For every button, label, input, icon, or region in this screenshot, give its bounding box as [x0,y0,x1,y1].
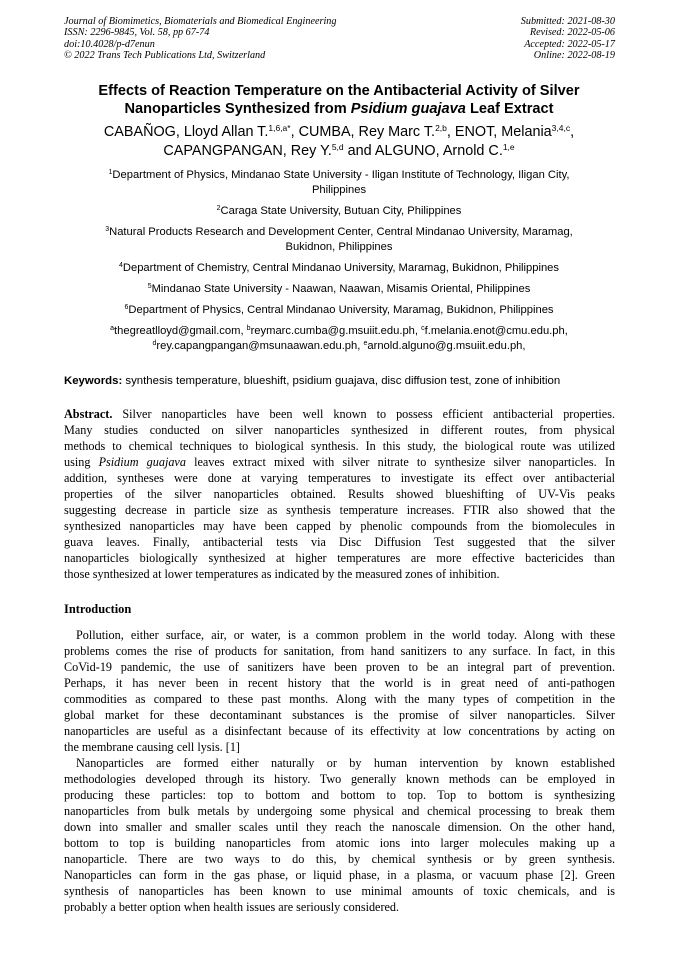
email-e-sup: e [363,340,368,347]
author-2: , CUMBA, Rey Marc T. [290,124,436,140]
affiliation-2-line-1: Caraga State University, Butuan City, Philippines [220,205,462,217]
affiliation-1-line-1: Department of Physics, Mindanao State University - Iligan Institute of Technology, Iligan City, [112,169,570,181]
email-e[interactable]: arnold.alguno@g.msuiit.edu.ph, [367,340,526,352]
affiliation-3-line-1: Natural Products Research and Development Center, Central Mindanao University, Maramag, [109,226,573,238]
author-1-sup: 1,6,a* [268,123,291,133]
keywords [64,375,560,387]
intro-line: CoVid-19 pandemic, the use of sanitizers have been proven to be an integral part of prevention. [64,660,615,674]
intro-line: nanoparticle. There are two ways to do this, by chemical synthesis or by green synthesis. [64,852,615,866]
abstract-line: properties of the silver nanoparticles obtained. Results showed blueshifting of UV-Vis peaks [64,487,615,501]
abstract-text: leaves extract mixed with silver nitrate to synthesize silver nanoparticles. In [185,455,615,469]
abstract-line: those synthesized at lower temperatures as indicated by the measured zones of inhibition. [64,567,500,581]
submitted-date: Submitted: 2021-08-30 [520,16,615,27]
abstract-text: using [64,455,99,469]
author-emails [60,324,618,354]
affiliation-5-sup: 5 [147,283,152,290]
abstract-line: nanoparticles biologically synthesized at higher temperatures are more effective bactericides than [64,551,615,565]
intro-line: down into smaller and smaller scales until they reach the nanoscale dimension. On the other hand, [64,820,615,834]
author-sep: , [570,124,575,140]
online-date: Online: 2022-08-19 [533,49,615,61]
affiliation-5 [60,282,618,297]
author-5-sup: 1,e [502,141,515,152]
affiliation-4-sup: 4 [119,262,123,269]
intro-line: methodologies developed through its history. Two generally known methods can be employed in [64,772,615,786]
intro-line: Perhaps, it has never been in recent history that the world is in great need of anti-pathogen [64,676,615,690]
affiliation-2 [60,204,618,219]
author-4-sup: 5,d [331,141,344,152]
author-3-sup: 3,4,c [551,123,571,133]
intro-line: probably a better option when health issues are seriously considered. [64,900,400,914]
affiliation-6-sup: 6 [124,304,129,311]
abstract-label: Abstract. [64,407,113,421]
email-a-sup: a [110,325,115,332]
intro-paragraph-2 [64,755,615,915]
dates-header [521,16,615,61]
affiliation-3-sup: 3 [105,226,110,233]
intro-line: nanoparticles are useful as a disinfectant because of its effectivity at low concentrations by acting on [64,724,615,738]
affiliation-3 [60,225,618,255]
affiliation-1-line-2: Philippines [311,184,367,196]
abstract-line: suggesting decrease in particle size as synthesis temperature increases. FTIR also showed that the [64,503,615,517]
title-line-2 [40,100,638,118]
author-1: CABAÑOG, Lloyd Allan T. [103,124,269,140]
keywords-label: Keywords: [64,375,123,387]
title-species: Psidium guajava [350,101,466,117]
abstract-species: Psidium guajava [98,455,186,469]
intro-line: nanoparticles from bulk metals by undergoing some physical and chemical processing to break them [64,804,615,818]
title-text: Nanoparticles Synthesized from [124,101,351,117]
title-line-1: Effects of Reaction Temperature on the Antibacterial Activity of Silver [98,83,580,99]
abstract-line: addition, syntheses were done at varying temperatures to investigate its effect over antibacterial [64,471,615,485]
abstract-line: Silver nanoparticles have been well known to possess efficient antibacterial properties. [112,407,615,421]
email-b[interactable]: reymarc.cumba@g.msuiit.edu.ph, [250,325,422,337]
intro-line: Nanoparticles can form in the gas phase, or liquid phase, in a plasma, or vacuum phase [2]. Green [64,868,615,882]
intro-line: problems comes the rise of products for sanitation, from hand sanitizers to any surface. In fact, in this [64,644,615,658]
email-d[interactable]: rey.capangpangan@msunaawan.edu.ph, [156,340,364,352]
email-a[interactable]: thegreatlloyd@gmail.com, [114,325,247,337]
author-4: CAPANGPANGAN, Rey Y. [163,142,332,159]
affiliation-6 [60,303,618,318]
author-3: , ENOT, Melania [446,124,552,140]
section-heading-introduction: Introduction [64,602,132,616]
email-c-sup: c [421,325,425,332]
intro-line: Nanoparticles are formed either naturally or by human intervention by known established [76,756,615,770]
journal-name: Journal of Biomimetics, Biomaterials and Biomedical Engineering [64,16,337,27]
accepted-date: Accepted: 2022-05-17 [524,38,615,50]
abstract-line: guava leaves. Finally, antibacterial tests via Disc Diffusion Test suggested that the silver [64,535,615,549]
intro-line: producing these particles: top to bottom and bottom to top. Top to bottom is synthesizing [64,788,615,802]
journal-copyright: © 2022 Trans Tech Publications Ltd, Switzerland [64,49,266,61]
intro-line: synthesis of nanoparticles has been known to use minimal amounts of toxic chemicals, and is [64,884,615,898]
affiliation-4-line-1: Department of Chemistry, Central Mindanao University, Maramag, Bukidnon, Philippines [122,262,559,274]
email-b-sup: b [246,325,251,332]
author-list [30,123,648,160]
intro-paragraph-1 [64,627,615,755]
intro-line: Pollution, either surface, air, or water, is a common problem in the world today. Along with these [76,628,615,642]
intro-line: commodities as compared to these past months. Along with the many types of competition in the [64,692,615,706]
email-d-sup: d [152,340,157,347]
author-2-sup: 2,b [435,123,447,133]
keywords-text: synthesis temperature, blueshift, psidium guajava, disc diffusion test, zone of inhibition [122,375,561,387]
intro-line: the membrane causing cell lysis. [1] [64,740,240,754]
abstract-line: methods to chemical techniques to biological synthesis. In this study, the biological route was utilized [64,439,615,453]
abstract-line: synthesized nanoparticles may have been capped by phenolic compounds from the biomolecules in [64,519,615,533]
affiliation-6-line-1: Department of Physics, Central Mindanao University, Maramag, Bukidnon, Philippines [128,304,554,316]
email-c[interactable]: f.melania.enot@cmu.edu.ph, [424,325,568,337]
affiliation-1-sup: 1 [108,169,113,176]
journal-issn: ISSN: 2296-9845, Vol. 58, pp 67-74 [64,27,210,39]
abstract-line: Many studies conducted on silver nanoparticles synthesized in different routes, from physical [64,423,615,437]
paper-title [40,82,638,118]
title-text-end: Leaf Extract [465,101,554,117]
affiliation-5-line-1: Mindanao State University - Naawan, Naawan, Misamis Oriental, Philippines [151,283,531,295]
intro-line: global market for these decontaminant substances is the promise of silver nanoparticles. Silver [64,708,615,722]
affiliation-2-sup: 2 [216,205,221,212]
journal-header [64,16,336,61]
affiliation-4 [60,261,618,276]
revised-date: Revised: 2022-05-06 [529,27,615,39]
author-5: and ALGUNO, Arnold C. [343,142,503,159]
affiliation-3-line-2: Bukidnon, Philippines [285,241,393,253]
journal-doi: doi:10.4028/p-d7enun [64,38,155,50]
abstract [64,406,615,582]
intro-line: bottom to top is building nanoparticles from atomic ions into larger molecules making up a [64,836,615,850]
affiliation-1 [60,168,618,198]
